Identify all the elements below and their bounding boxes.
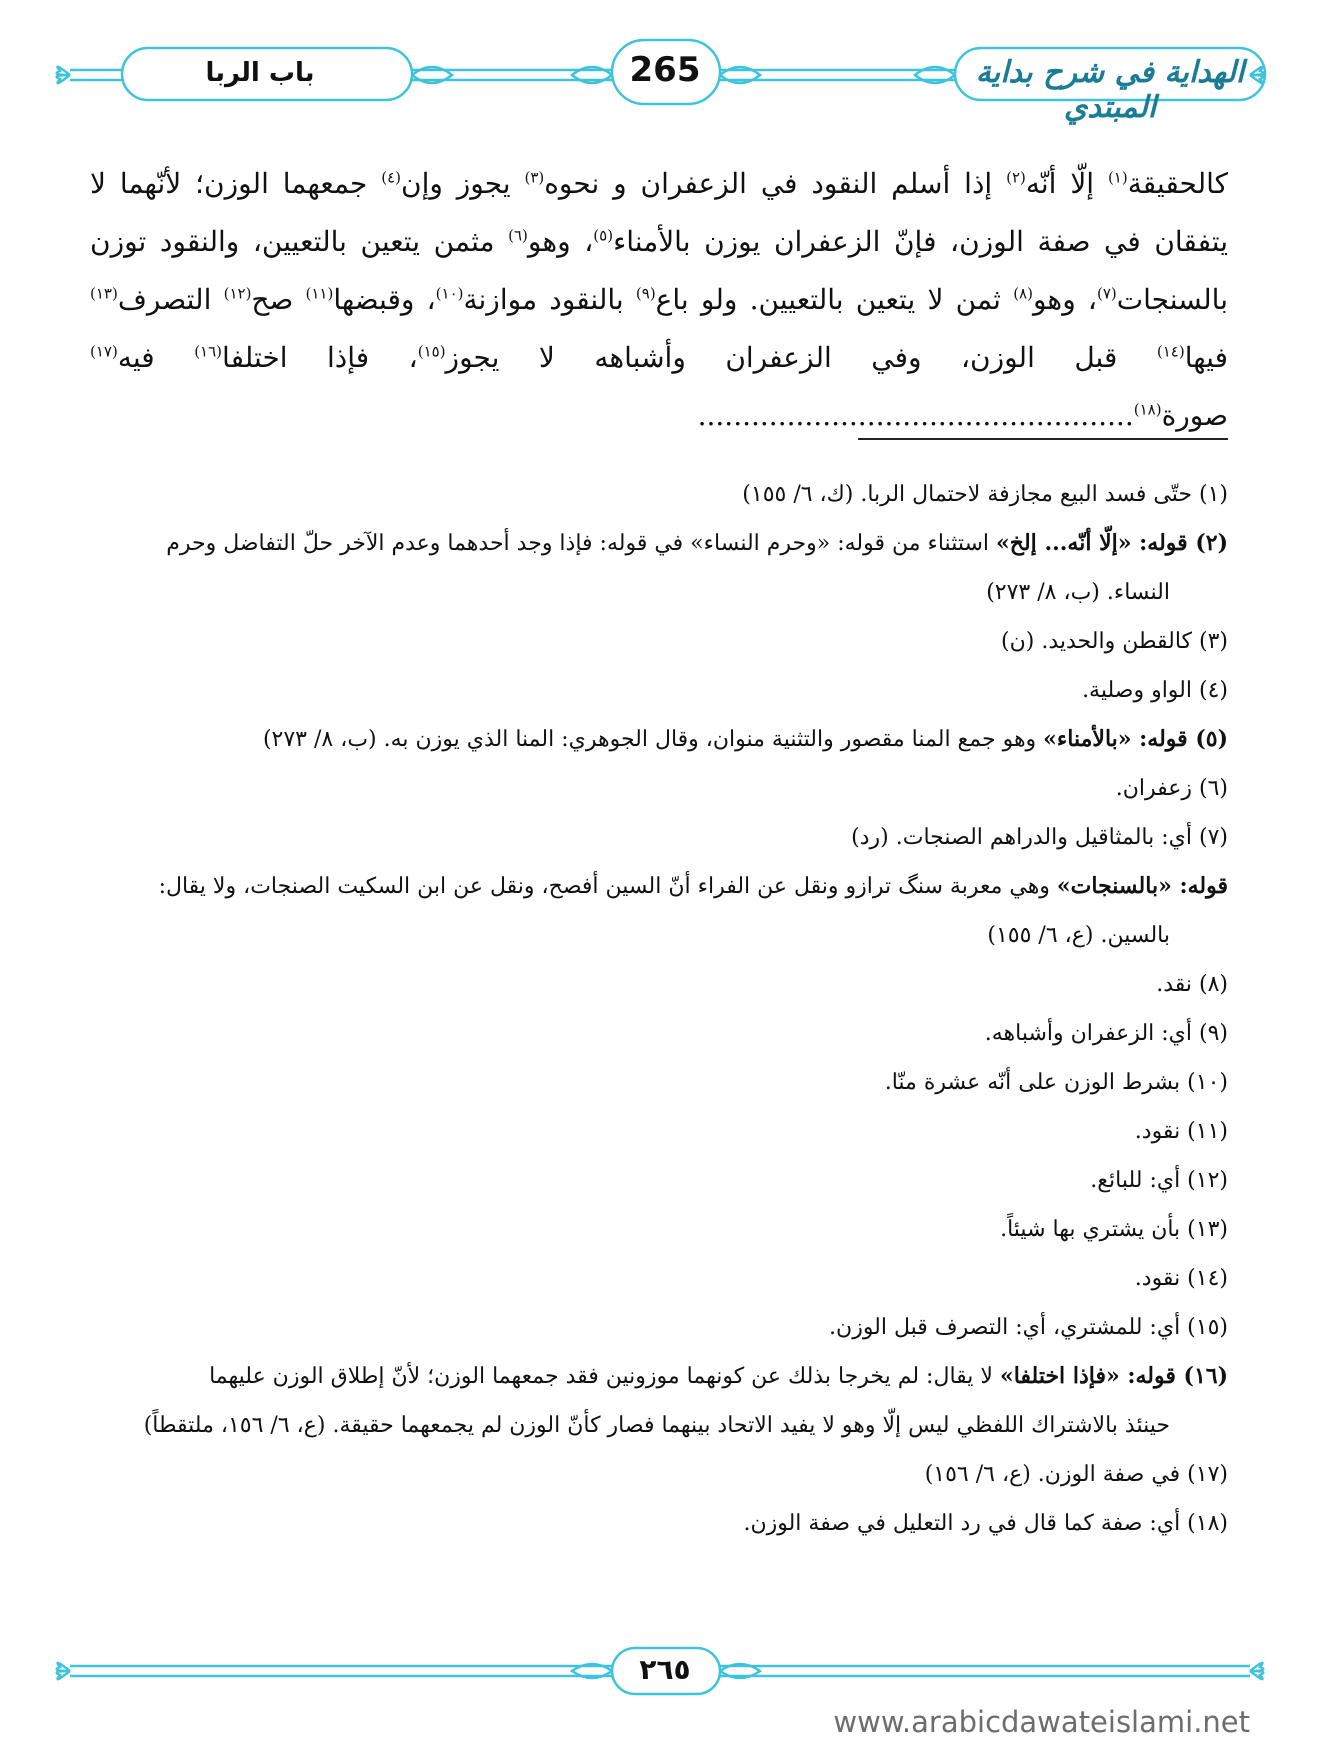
text-run: يجوز وإن: [401, 167, 525, 200]
footnote-marker: (١٦): [194, 342, 223, 361]
footnote-text: (٩) أي: الزعفران وأشباهه.: [984, 1021, 1228, 1046]
footnote-continuation: النساء. (ب، ٨/ ٢٧٣): [986, 580, 1170, 605]
book-title: الهداية في شرح بداية المبتدي: [975, 55, 1245, 125]
dotted-leader: .................................................: [697, 399, 1134, 432]
footnote-marker: (١١): [305, 284, 334, 303]
footnote-text: (١٣) بأن يشتري بها شيئاً.: [1000, 1217, 1228, 1242]
footnote-text: (١٨) أي: صفة كما قال في رد التعليل في صفة الوزن.: [743, 1511, 1228, 1536]
text-run: ، فإذا اختلفا: [222, 341, 418, 374]
footnote-marker: (١٥): [417, 342, 446, 361]
footnote-13: [90, 1205, 1228, 1254]
footnotes: [90, 470, 1228, 1548]
footnote-5: [90, 715, 1228, 764]
footnote-text: (١١) نقود.: [1134, 1119, 1228, 1144]
footnote-3: [90, 617, 1228, 666]
footnote-2: [90, 519, 1228, 617]
footnote-text: (٤) الواو وصلية.: [1082, 678, 1228, 703]
footnote-15: [90, 1303, 1228, 1352]
footnote-text: (١٢) أي: للبائع.: [1090, 1168, 1228, 1193]
footnote-18: [90, 1499, 1228, 1548]
footnote-9: [90, 1009, 1228, 1058]
footnote-marker: (١٧): [90, 342, 118, 361]
footnote-8: [90, 960, 1228, 1009]
text-run: ، وهو: [1032, 283, 1097, 316]
footnote-7-note: [90, 862, 1228, 960]
text-run: مثمن يتعين بالتعيين، والنقود توزن بالسنجات: [90, 225, 1228, 316]
footnote-lead: (١٦) قوله: «فإذا اختلفا»: [999, 1363, 1228, 1389]
footnote-text: (٨) نقد.: [1156, 972, 1228, 997]
chapter-title: باب الربا: [205, 58, 315, 88]
footnote-separator: [858, 438, 1228, 440]
text-run: التصرف: [117, 283, 224, 316]
footnote-text: استثناء من قوله: «وحرم النساء» في قوله: فإذا وجد أحدهما وعدم الآخر حلّ التفاضل وحرم: [166, 531, 997, 556]
footnote-lead: (٥) قوله: «بالأمناء»: [1043, 726, 1228, 752]
footnote-marker: (٢): [1006, 168, 1026, 187]
text-run: ، وهو: [527, 225, 594, 258]
footnote-continuation: حينئذ بالاشتراك اللفظي ليس إلّا وهو لا يفيد الاتحاد بينهما فصار كأنّ الوزن لم يجمعهما حقيقة. (ع، ٦/ ١٥٦، ملتقطاً): [143, 1413, 1170, 1438]
text-run: قبل الوزن، وفي الزعفران وأشباهه لا يجوز: [445, 341, 1157, 374]
footnote-text: (٦) زعفران.: [1115, 776, 1228, 801]
text-run: بالنقود موازنة: [463, 283, 636, 316]
footnote-16: [90, 1352, 1228, 1450]
text-run: ثمن لا يتعين بالتعيين. ولو باع: [655, 283, 1014, 316]
footnote-marker: (٣): [524, 168, 545, 187]
footnote-text: (١٠) بشرط الوزن على أنّه عشرة منّا.: [884, 1070, 1228, 1095]
text-run: إذا أسلم النقود في الزعفران و نحوه: [544, 167, 1007, 200]
footnote-marker: (٤): [381, 168, 402, 187]
footnote-lead: (٢) قوله: «إلّا أنّه... إلخ»: [996, 530, 1228, 556]
text-run: إلّا أنّه: [1025, 167, 1108, 200]
footnote-12: [90, 1156, 1228, 1205]
footnote-marker: (١٤): [1156, 342, 1185, 361]
page-number-bottom: ٢٦٥: [639, 1653, 691, 1686]
footnote-marker: (١٠): [435, 284, 464, 303]
text-run: فيها: [1184, 341, 1228, 374]
footnote-marker: (١): [1107, 168, 1128, 187]
footnote-text: وهي معربة سنگ ترازو ونقل عن الفراء أنّ السين أفصح، ونقل عن ابن السكيت الصنجات، ولا يقال:: [158, 874, 1057, 899]
footnote-marker: (١٢): [223, 284, 252, 303]
footnote-4: [90, 666, 1228, 715]
text-run: فيه: [117, 341, 195, 374]
footnote-text: (١٤) نقود.: [1134, 1266, 1228, 1291]
footnote-1: [90, 470, 1228, 519]
footnote-17: [90, 1450, 1228, 1499]
website-watermark: www.arabicdawateislami.net: [833, 1705, 1250, 1739]
footnote-marker: (١٨): [1133, 400, 1162, 419]
footnote-text: لا يقال: لم يخرجا بذلك عن كونهما موزونين فقد جمعهما الوزن؛ لأنّ إطلاق الوزن عليهما: [209, 1364, 1000, 1389]
text-run: جمعهما الوزن؛ لأنّهما لا يتفقان في صفة الوزن، فإنّ الزعفران يوزن بالأمناء: [90, 167, 1228, 258]
footnote-14: [90, 1254, 1228, 1303]
text-run: كالحقيقة: [1127, 167, 1228, 200]
footnote-text: (٣) كالقطن والحديد. (ن): [1001, 629, 1228, 654]
footnote-text: وهو جمع المنا مقصور والتثنية منوان، وقال الجوهري: المنا الذي يوزن به. (ب، ٨/ ٢٧٣): [262, 727, 1044, 752]
footnote-11: [90, 1107, 1228, 1156]
footnote-marker: (٨): [1013, 284, 1033, 303]
footnote-text: (٧) أي: بالمثاقيل والدراهم الصنجات. (رد): [851, 825, 1228, 850]
page-number-top: 265: [629, 50, 701, 90]
text-run: ، وقبضها: [333, 283, 436, 316]
footnote-text: (١) حتّى فسد البيع مجازفة لاحتمال الربا. (ك، ٦/ ١٥٥): [742, 482, 1228, 507]
footnote-marker: (٩): [635, 284, 656, 303]
footnote-10: [90, 1058, 1228, 1107]
footnote-continuation: بالسين. (ع، ٦/ ١٥٥): [987, 923, 1170, 948]
text-run: صح: [251, 283, 306, 316]
footnote-marker: (١٣): [90, 284, 118, 303]
footnote-marker: (٧): [1096, 284, 1117, 303]
text-run: صورة: [1161, 399, 1228, 432]
footnote-7: [90, 813, 1228, 862]
footnote-6: [90, 764, 1228, 813]
footnote-text: (١٥) أي: للمشتري، أي: التصرف قبل الوزن.: [829, 1315, 1228, 1340]
main-paragraph: [90, 155, 1228, 445]
footnote-marker: (٦): [508, 226, 528, 245]
footnote-marker: (٥): [593, 226, 614, 245]
footnote-text: (١٧) في صفة الوزن. (ع، ٦/ ١٥٦): [924, 1462, 1228, 1487]
footnote-lead: قوله: «بالسنجات»: [1056, 873, 1228, 899]
